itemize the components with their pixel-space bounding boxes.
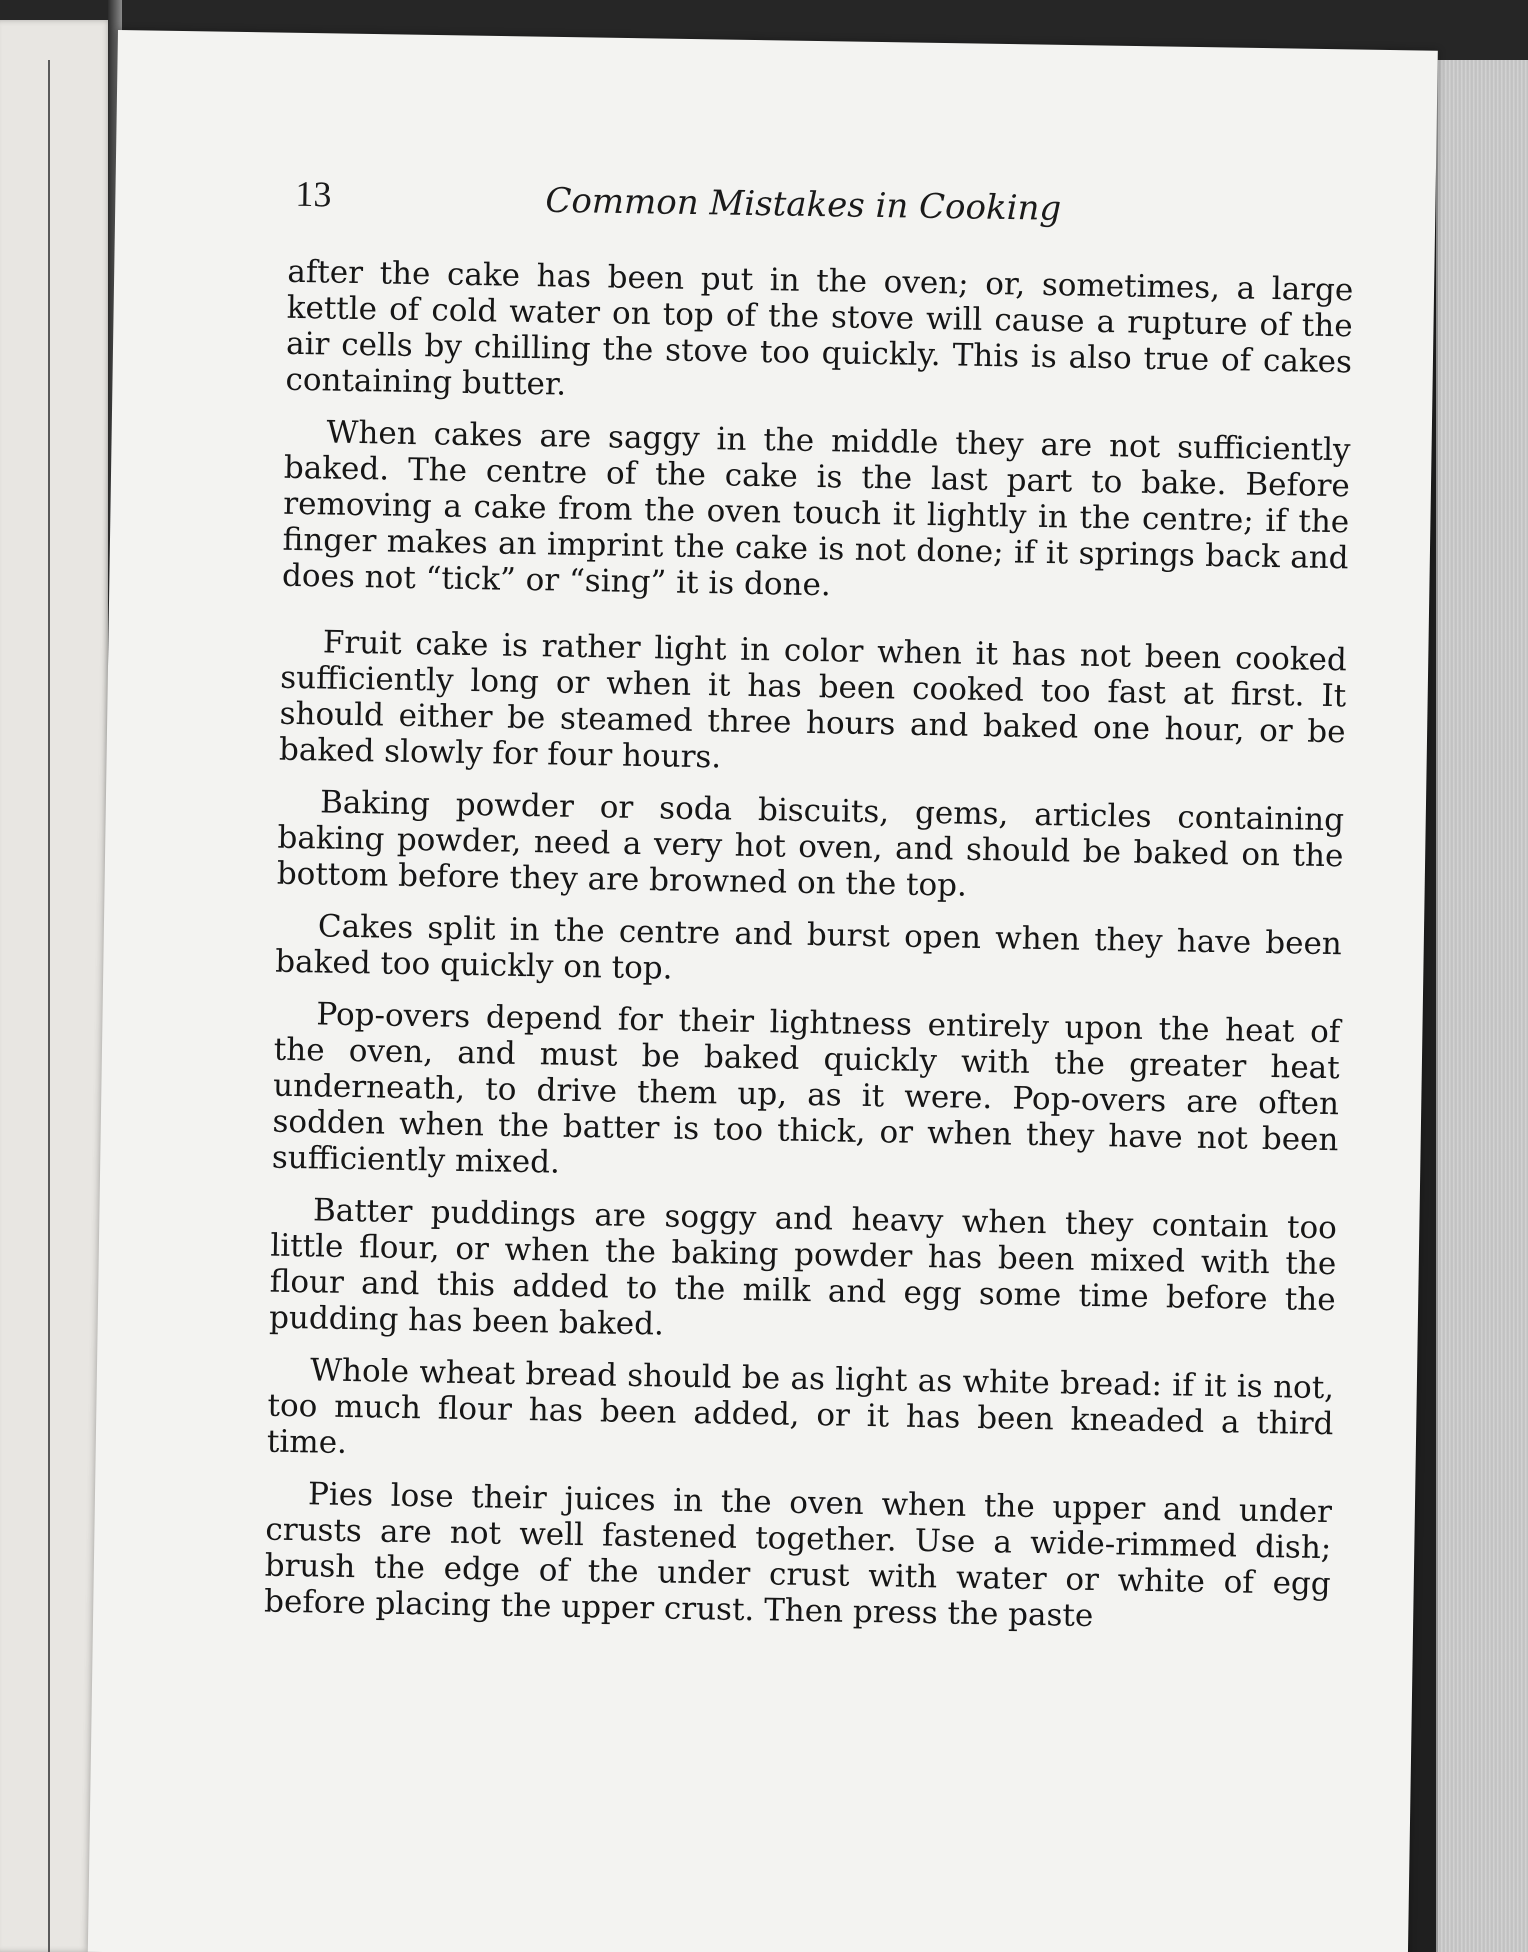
paragraph-fruit-cake: Fruit cake is rather light in color when it has not been cooked sufficiently long or when it has been cooked too fast at first. It should either be steamed three hours and baked one hour, or be baked slowly for four hours. <box>278 624 1348 776</box>
facing-page-edge-line <box>48 60 50 1952</box>
paragraph-saggy-cakes: When cakes are saggy in the middle they are not sufficiently baked. The centre of the cake is the last part to bake. Before removing a cake from the oven touch it lightly in the centre; if the finger makes an imprint the cake is not done; if it springs back and does not “tick” or “sing” it is done. <box>281 414 1351 604</box>
paragraph-whole-wheat-bread: Whole wheat bread should be as light as white bread: if it is not, too much flour has been added, or it has been kneaded a third time. <box>266 1352 1335 1461</box>
book-page <box>88 30 1438 1952</box>
paragraph-batter-puddings: Batter puddings are soggy and heavy when they contain too little flour, or when the baking powder has been mixed with the flour and this added to the milk and egg some time before the pudding has been baked. <box>268 1192 1338 1343</box>
paragraph-continued: after the cake has been put in the oven; or, sometimes, a large kettle of cold water on top of the stove will cause a rupture of the air cells by chilling the stove too quickly. This is also true of cakes containing butter. <box>285 253 1354 403</box>
paragraph-baking-powder: Baking powder or soda biscuits, gems, articles containing baking powder, need a very hot oven, and should be baked on the bottom before they are browned on the top. <box>276 784 1345 904</box>
body-text <box>264 254 1354 1654</box>
page-number: 13 <box>295 173 332 215</box>
paragraph-pies: Pies lose their juices in the oven when the upper and under crusts are not well fastened together. Use a wide-rimmed dish; brush the edge of the under crust with water or white of egg before placing the upper crust. Then press the paste <box>263 1476 1333 1635</box>
running-title: Common Mistakes in Cooking <box>545 180 1062 229</box>
paragraph-cakes-split: Cakes split in the centre and burst open when they have been baked too quickly on top. <box>275 908 1343 987</box>
paragraph-pop-overs: Pop-overs depend for their lightness entirely upon the heat of the oven, and must be baked quickly with the greater heat underneath, to drive them up, as it were. Pop-overs are often sodden when the batter is too thick, or when they have not been sufficiently mixed. <box>271 996 1341 1181</box>
running-head <box>295 173 1176 247</box>
page-block-edges <box>1436 60 1528 1952</box>
